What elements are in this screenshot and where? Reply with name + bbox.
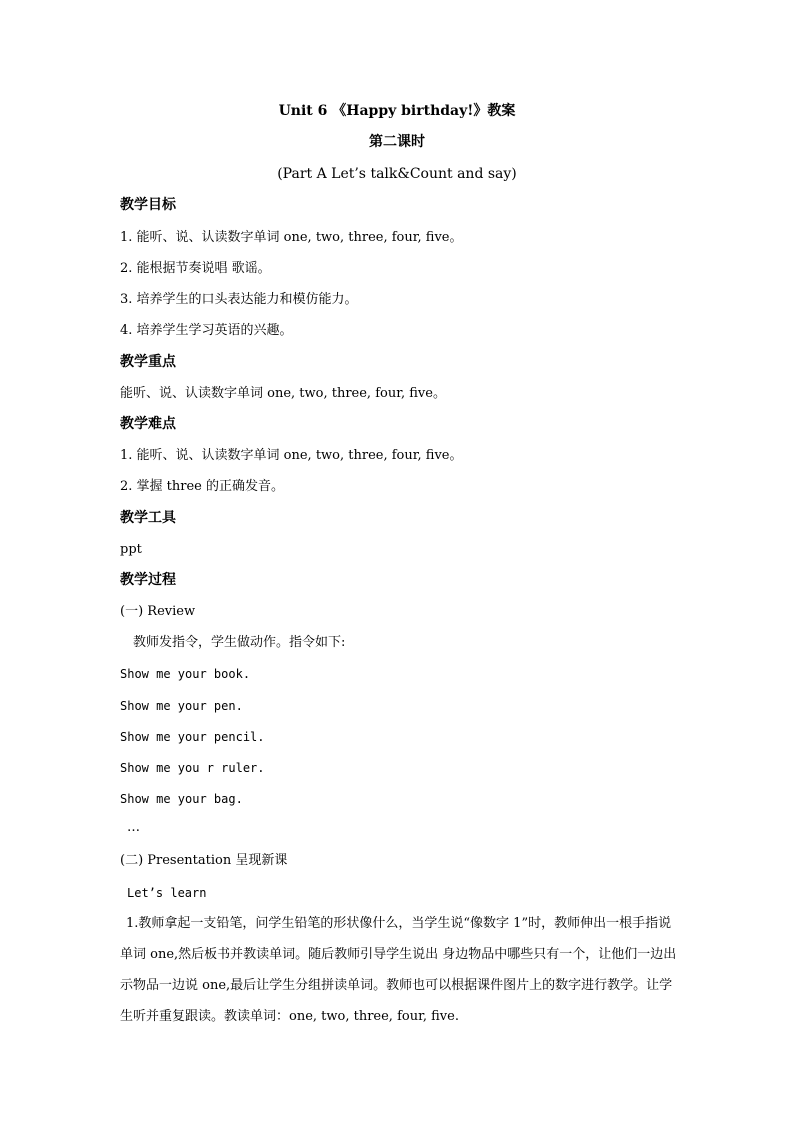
command-line: Show me your pen. (120, 699, 243, 713)
command-line: Show me your pencil. (120, 730, 265, 744)
lesson-subtitle: 第二课时 (369, 134, 425, 150)
command-line: Show me you r ruler. (120, 761, 265, 775)
difficulty-item: 1. 能听、说、认读数字单词 one, two, three, four, five。 (120, 448, 463, 463)
review-heading: (一) Review (120, 604, 196, 619)
document-title: Unit 6 《Happy birthday!》教案 (278, 103, 516, 119)
step1-paragraph: 1.教师拿起一支铅笔，问学生铅笔的形状像什么，当学生说“像数字 1”时，教师伸出一根手指说单词 one,然后板书并教读单词。随后教师引导学生说出 身边物品中哪些只有一个，让他们一边出示物品一边说 one,最后让学生分组拼读单词。教师也可以根据课件图片上的数字进行教学。让学生听并重复跟读。教读单词：one, two, three, four, five. (120, 916, 677, 1024)
key-points-heading: 教学重点 (120, 354, 176, 370)
goals-heading: 教学目标 (120, 197, 176, 213)
lets-learn-label: Let’s learn (127, 886, 207, 900)
goal-item: 4. 培养学生学习英语的兴趣。 (120, 323, 293, 338)
part-subtitle: (Part A Let’s talk&Count and say) (277, 166, 517, 182)
process-heading: 教学过程 (120, 572, 176, 588)
tools-heading: 教学工具 (120, 510, 176, 526)
difficulties-heading: 教学难点 (120, 416, 176, 432)
key-points-text: 能听、说、认读数字单词 one, two, three, four, five。 (120, 386, 446, 401)
goal-item: 3. 培养学生的口头表达能力和模仿能力。 (120, 292, 358, 307)
tools-text: ppt (120, 542, 142, 557)
command-line: Show me your bag. (120, 792, 243, 806)
difficulty-item: 2. 掌握 three 的正确发音。 (120, 479, 284, 494)
presentation-heading: (二) Presentation 呈现新课 (120, 853, 288, 868)
review-intro: 教师发指令，学生做动作。指令如下: (133, 635, 346, 650)
ellipsis: … (127, 820, 140, 835)
command-line: Show me your book. (120, 667, 251, 681)
goal-item: 1. 能听、说、认读数字单词 one, two, three, four, five。 (120, 230, 463, 245)
goal-item: 2. 能根据节奏说唱 歌谣。 (120, 261, 271, 276)
